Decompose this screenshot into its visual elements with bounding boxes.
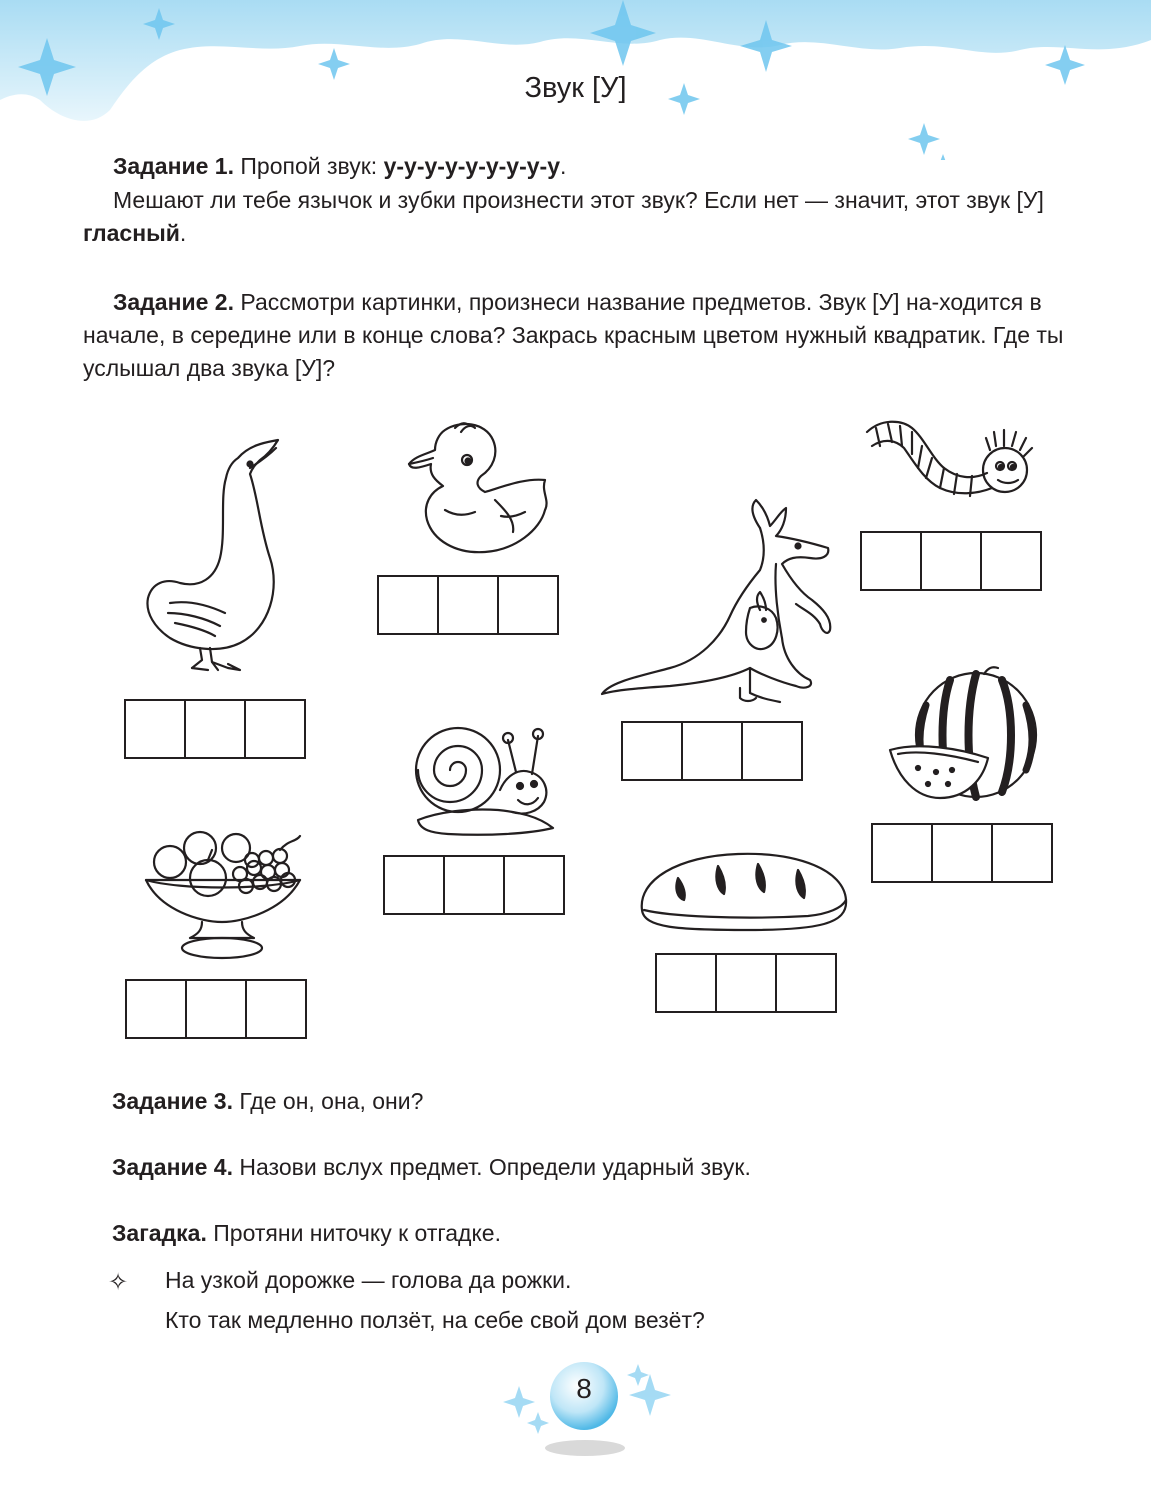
task-4-label: Задание 4. — [112, 1154, 233, 1180]
task-1-line2: Мешают ли тебе язычок и зубки произнести этот звук? Если нет — значит, этот звук [У] — [113, 187, 1044, 213]
riddle-bullet-icon: ✧ — [108, 1269, 129, 1296]
task-1 — [83, 150, 1075, 183]
answer-box-start[interactable] — [127, 981, 187, 1037]
task-2-label: Задание 2. — [113, 289, 234, 315]
task-1-vowel: гласный — [83, 220, 180, 246]
answer-box-middle[interactable] — [933, 825, 993, 881]
task-3 — [112, 1086, 423, 1116]
task-3-text: Где он, она, они? — [233, 1088, 424, 1114]
task-1-question — [83, 184, 1075, 250]
task-4 — [112, 1152, 751, 1182]
answer-box-middle[interactable] — [717, 955, 777, 1011]
answer-boxes-watermelon[interactable] — [871, 823, 1053, 883]
riddle-line-1: На узкой дорожке — голова да рожки. — [165, 1267, 572, 1293]
task-1-text: Пропой звук: — [234, 153, 384, 179]
task-1-line2-end: . — [179, 220, 187, 246]
answer-box-start[interactable] — [873, 825, 933, 881]
answer-box-start[interactable] — [862, 533, 922, 589]
answer-box-start[interactable] — [385, 857, 445, 913]
answer-boxes-goose[interactable] — [124, 699, 306, 759]
answer-box-middle[interactable] — [186, 701, 246, 757]
answer-boxes-duckling[interactable] — [377, 575, 559, 635]
answer-box-end[interactable] — [246, 701, 304, 757]
answer-boxes-kangaroo[interactable] — [621, 721, 803, 781]
page-number: 8 — [576, 1373, 592, 1404]
answer-box-start[interactable] — [126, 701, 186, 757]
riddle-heading — [112, 1218, 501, 1248]
answer-box-start[interactable] — [623, 723, 683, 779]
task-1-sound: у-у-у-у-у-у-у-у-у — [383, 153, 560, 179]
riddle-instruction: Протяни ниточку к отгадке. — [206, 1220, 501, 1246]
goose-picture — [140, 438, 290, 678]
answer-box-end[interactable] — [247, 981, 305, 1037]
answer-boxes-snail[interactable] — [383, 855, 565, 915]
answer-box-start[interactable] — [657, 955, 717, 1011]
watermelon-picture — [888, 660, 1043, 805]
fruit-bowl-picture — [140, 830, 305, 970]
task-3-label: Задание 3. — [112, 1088, 233, 1114]
answer-box-end[interactable] — [993, 825, 1051, 881]
task-4-text: Назови вслух предмет. Определи ударный звук. — [233, 1154, 751, 1180]
riddle-label: Загадка. — [112, 1220, 207, 1246]
duckling-picture — [405, 420, 555, 560]
answer-box-end[interactable] — [777, 955, 835, 1011]
answer-box-middle[interactable] — [445, 857, 505, 913]
answer-boxes-fruit-bowl[interactable] — [125, 979, 307, 1039]
riddle-line-2: Кто так медленно ползёт, на себе свой дом везёт? — [165, 1307, 705, 1333]
answer-box-middle[interactable] — [683, 723, 743, 779]
task-1-end: . — [560, 153, 567, 179]
task-2-text: Рассмотри картинки, произнеси название предметов. Звук [У] на-ходится в начале, в середине или в конце слова? Закрась красным цветом нужный квадратик. Где ты услышал два звука [У]? — [83, 289, 1064, 381]
answer-box-end[interactable] — [499, 577, 557, 633]
answer-box-end[interactable] — [743, 723, 801, 779]
answer-box-middle[interactable] — [187, 981, 247, 1037]
task-2 — [83, 286, 1075, 385]
answer-boxes-caterpillar[interactable] — [860, 531, 1042, 591]
page-title: Звук [У] — [524, 72, 627, 104]
answer-boxes-bread[interactable] — [655, 953, 837, 1013]
snail-picture — [408, 720, 558, 840]
answer-box-end[interactable] — [982, 533, 1040, 589]
answer-box-end[interactable] — [505, 857, 563, 913]
kangaroo-picture — [600, 498, 840, 708]
answer-box-middle[interactable] — [922, 533, 982, 589]
answer-box-start[interactable] — [379, 577, 439, 633]
answer-box-middle[interactable] — [439, 577, 499, 633]
bread-loaf-picture — [638, 850, 850, 935]
task-1-label: Задание 1. — [113, 153, 234, 179]
caterpillar-picture — [862, 418, 1032, 513]
